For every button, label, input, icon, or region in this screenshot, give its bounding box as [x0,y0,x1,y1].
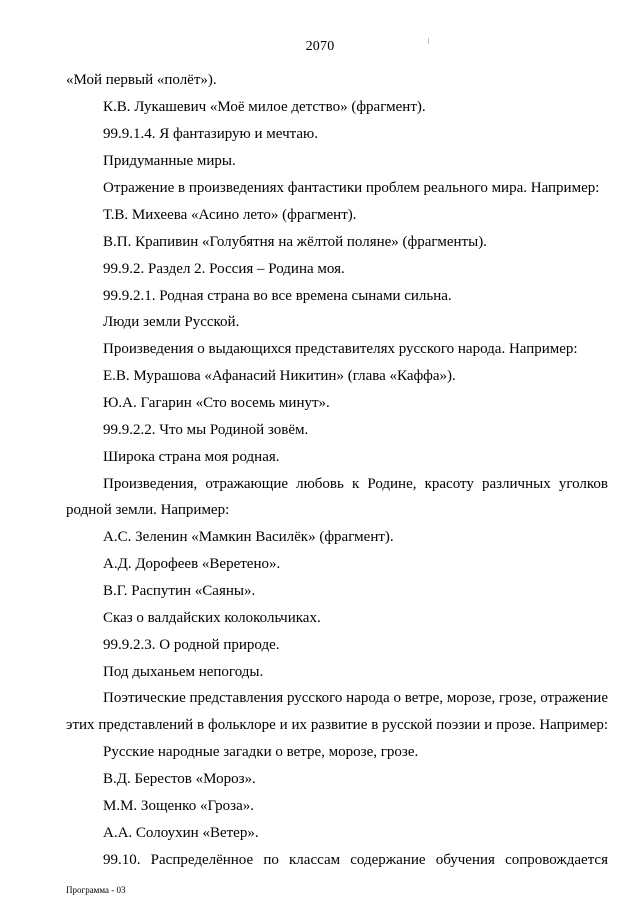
text-line: Т.В. Михеева «Асино лето» (фрагмент). [103,207,357,223]
text-line: А.Д. Дорофеев «Веретено». [103,556,281,572]
text-line: В.Г. Распутин «Саяны». [103,583,256,599]
text-line: Ю.А. Гагарин «Сто восемь минут». [103,395,330,411]
text-line: Под дыханьем непогоды. [103,664,264,680]
text-line: Люди земли Русской. [103,314,240,330]
paragraph-line: Произведения, отражающие любовь к Родине, красоту различных уголков [103,476,608,492]
text-line: Произведения о выдающихся представителях русского народа. Например: [103,341,578,357]
paragraph-line: Поэтические представления русского народа о ветре, морозе, грозе, отражение [103,690,608,706]
section-heading: 99.9.2.2. Что мы Родиной зовём. [103,422,309,438]
page-number: 2070 [305,39,335,54]
text-line: А.А. Солоухин «Ветер». [103,825,259,841]
paragraph-line: этих представлений в фольклоре и их развитие в русской поэзии и прозе. Например: [66,717,608,733]
text-line: «Мой первый «полёт»). [66,72,217,88]
text-line: 99.9.1.4. Я фантазирую и мечтаю. [103,126,318,142]
text-line: В.П. Крапивин «Голубятня на жёлтой поляне» (фрагменты). [103,234,487,250]
paragraph-line: 99.10. Распределённое по классам содержание обучения сопровождается [103,852,608,868]
text-line: В.Д. Берестов «Мороз». [103,771,256,787]
text-line: Широка страна моя родная. [103,449,280,465]
text-line: А.С. Зеленин «Мамкин Василёк» (фрагмент). [103,529,394,545]
text-line: К.В. Лукашевич «Моё милое детство» (фрагмент). [103,99,426,115]
section-heading: 99.9.2.3. О родной природе. [103,637,280,653]
text-line: Е.В. Мурашова «Афанасий Никитин» (глава «Каффа»). [103,368,456,384]
page-footer: Программа - 03 [66,885,126,895]
text-line: М.М. Зощенко «Гроза». [103,798,255,814]
section-heading: 99.9.2. Раздел 2. Россия – Родина моя. [103,261,345,277]
scan-mark [428,38,429,44]
text-line: Придуманные миры. [103,153,236,169]
text-line: Отражение в произведениях фантастики проблем реального мира. Например: [103,180,600,196]
text-line: родной земли. Например: [66,502,230,518]
text-line: Сказ о валдайских колокольчиках. [103,610,321,626]
section-heading: 99.9.2.1. Родная страна во все времена сынами сильна. [103,288,452,304]
text-line: Русские народные загадки о ветре, морозе, грозе. [103,744,419,760]
